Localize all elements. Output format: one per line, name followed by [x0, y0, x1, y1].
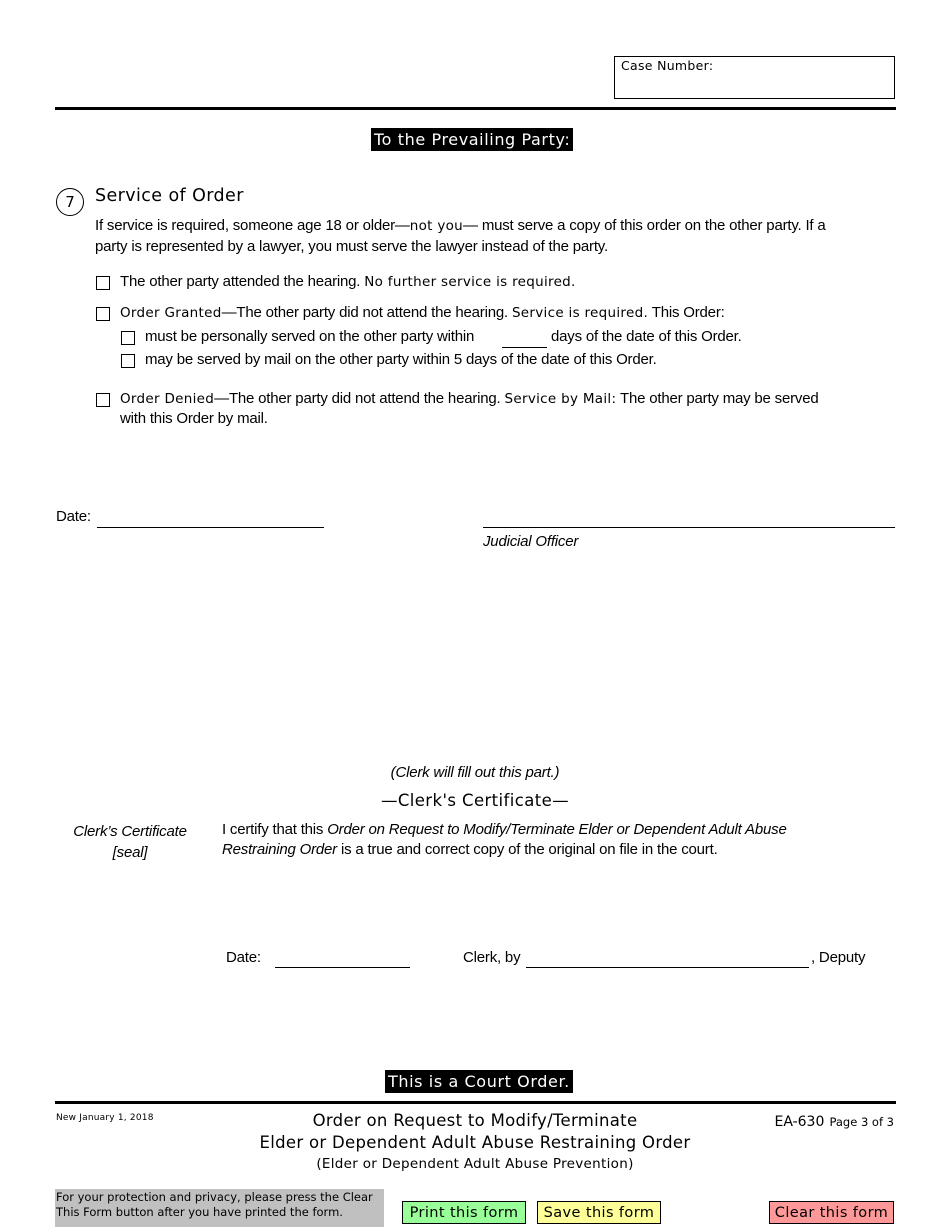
- granted-lead: Order Granted: [120, 305, 222, 321]
- clerk-side-label: Clerk’s Certificate: [73, 823, 187, 840]
- attended-emphasis: No further service is required.: [364, 274, 576, 290]
- denied-checkbox[interactable]: [96, 393, 110, 407]
- clerk-cert-line1: [222, 821, 787, 838]
- footer-title-line3: (Elder or Dependent Adult Abuse Prevention): [316, 1156, 634, 1172]
- judicial-officer-label: Judicial Officer: [483, 533, 579, 550]
- clerk-note: (Clerk will fill out this part.): [390, 764, 560, 781]
- personal-service-tail: [551, 328, 742, 345]
- date-line[interactable]: [97, 527, 324, 528]
- privacy-note: For your protection and privacy, please press the Clear This Form button after you have printed the form.: [55, 1189, 384, 1227]
- denied-option: [120, 390, 818, 407]
- personal-service-end: of the date of this Order.: [585, 328, 742, 345]
- clerk-signature-line[interactable]: [526, 967, 809, 968]
- clerk-cert-line2: [222, 841, 718, 858]
- form-code-page: [774, 1111, 894, 1130]
- cert-title-line1: Order on Request to Modify/Terminate Elder or Dependent Adult Abuse: [327, 821, 787, 838]
- granted-option: [120, 304, 725, 321]
- denied-text: —The other party did not attend the hearing.: [214, 390, 501, 407]
- print-form-button[interactable]: Print this form: [402, 1201, 526, 1224]
- denied-line2: with this Order by mail.: [120, 410, 268, 427]
- form-code: EA-630: [774, 1114, 825, 1130]
- service-intro-line1: [95, 217, 895, 234]
- deputy-label: , Deputy: [811, 949, 866, 966]
- granted-checkbox[interactable]: [96, 307, 110, 321]
- prevailing-party-banner: To the Prevailing Party:: [371, 128, 573, 151]
- denied-tail: The other party may be served: [620, 390, 819, 407]
- intro-part1: If service is required, someone age 18 or older—: [95, 217, 410, 234]
- days-underline: [502, 347, 547, 348]
- header-rule: [55, 107, 896, 110]
- page-number: Page 3 of 3: [829, 1115, 894, 1129]
- granted-emphasis: Service is required.: [511, 305, 649, 321]
- case-number-box: [614, 56, 895, 99]
- save-form-button[interactable]: Save this form: [537, 1201, 661, 1224]
- court-order-banner: This is a Court Order.: [385, 1070, 573, 1093]
- clerk-by-label: Clerk, by: [463, 949, 521, 966]
- footer-title-line2: Elder or Dependent Adult Abuse Restraining Order: [259, 1133, 691, 1152]
- footer-rule: [55, 1101, 896, 1104]
- cert-title-line2: Restraining Order: [222, 841, 337, 858]
- clerk-certificate-heading: —Clerk's Certificate—: [380, 791, 570, 810]
- attended-text: The other party attended the hearing.: [120, 273, 361, 290]
- granted-text: —The other party did not attend the hearing.: [221, 304, 508, 321]
- mail-service-checkbox[interactable]: [121, 354, 135, 368]
- denied-emphasis: Service by Mail:: [504, 391, 617, 407]
- footer-title-line1: Order on Request to Modify/Terminate: [312, 1111, 638, 1130]
- date-label: Date:: [56, 508, 91, 525]
- attended-option: [120, 273, 576, 290]
- clerk-date-label: Date:: [226, 949, 261, 966]
- item-number-badge: 7: [56, 188, 84, 216]
- days-input[interactable]: [502, 328, 547, 346]
- seal-label: [seal]: [112, 844, 148, 861]
- case-number-label: Case Number:: [621, 58, 714, 73]
- clerk-date-line[interactable]: [275, 967, 410, 968]
- clear-form-button[interactable]: Clear this form: [769, 1201, 894, 1224]
- cert-part2: is a true and correct copy of the original on file in the court.: [340, 841, 718, 858]
- intro-part2: — must serve a copy of this order on the other party. If a: [463, 217, 826, 234]
- service-intro-line2: party is represented by a lawyer, you must serve the lawyer instead of the party.: [95, 238, 608, 255]
- days-label: days: [551, 328, 582, 345]
- mail-service-text: may be served by mail on the other party within 5 days of the date of this Order.: [145, 351, 657, 368]
- cert-part1: I certify that this: [222, 821, 324, 838]
- case-number-input[interactable]: [621, 75, 886, 95]
- service-of-order-title: Service of Order: [95, 186, 244, 206]
- judicial-officer-signature-line[interactable]: [483, 527, 895, 528]
- revision-date: New January 1, 2018: [56, 1113, 154, 1123]
- attended-checkbox[interactable]: [96, 276, 110, 290]
- denied-lead: Order Denied: [120, 391, 215, 407]
- granted-tail: This Order:: [651, 304, 725, 321]
- personal-service-text: must be personally served on the other party within: [145, 328, 475, 345]
- intro-not-you: not you: [409, 218, 464, 234]
- personal-service-checkbox[interactable]: [121, 331, 135, 345]
